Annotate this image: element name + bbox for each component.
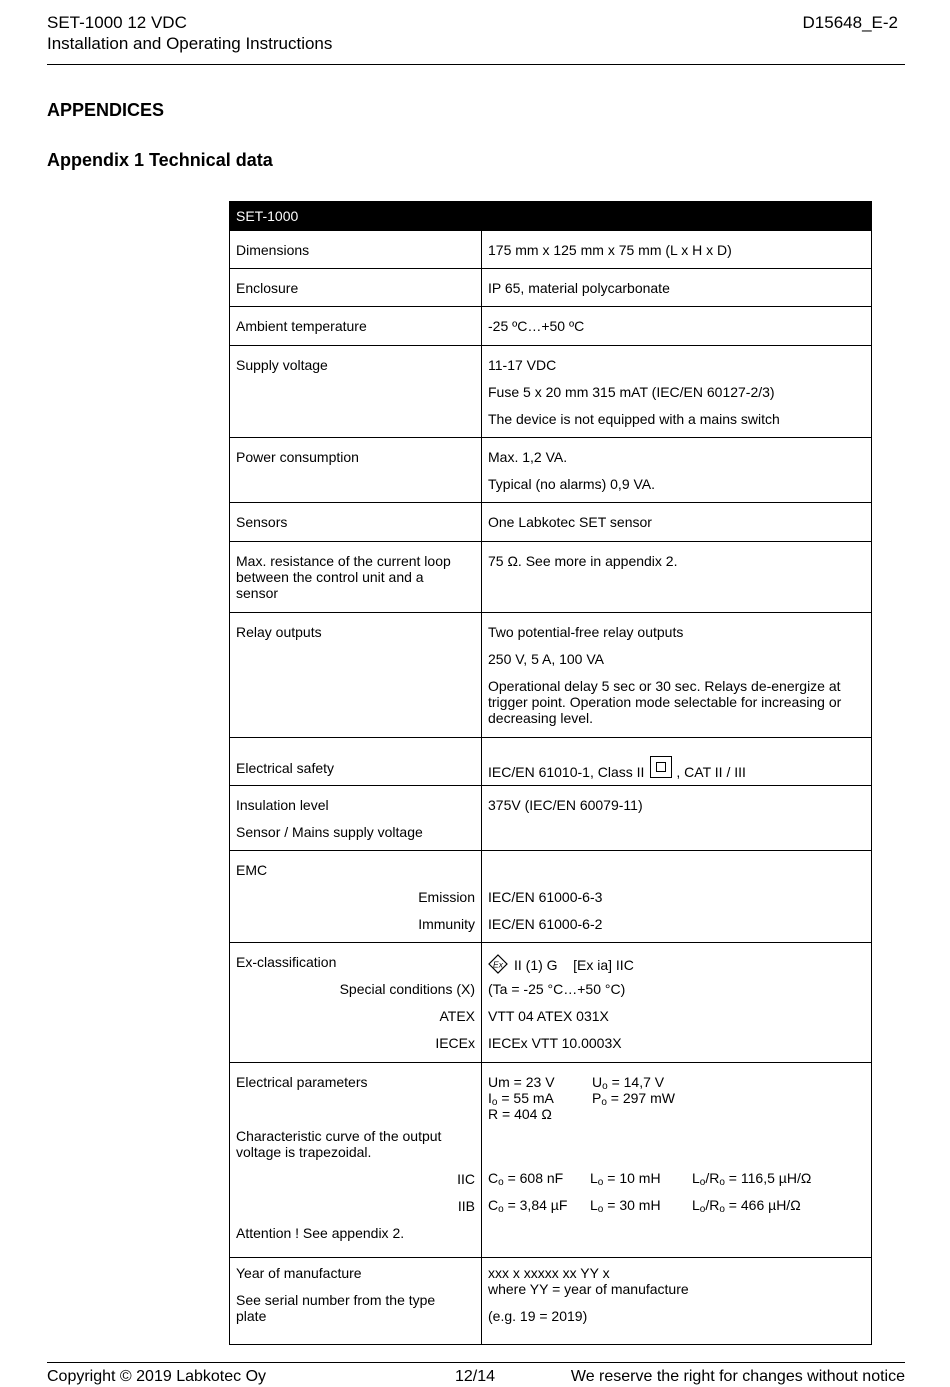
table-row [230, 943, 872, 1063]
appendix-title: Appendix 1 Technical data [47, 150, 273, 170]
row-value: Two potential-free relay outputs [488, 624, 684, 640]
row-label: sensor [236, 585, 279, 601]
row-label: EMC [236, 862, 268, 878]
table-row [230, 269, 872, 307]
subscript: o [602, 1081, 608, 1092]
row-sublabel: Immunity [418, 916, 475, 932]
row-label: Characteristic curve of the output [236, 1128, 442, 1144]
row-label: Max. resistance of the current loop [236, 553, 451, 569]
row-value: Fuse 5 x 20 mm 315 mAT (IEC/EN 60127-2/3) [488, 384, 775, 400]
page-number: 12/14 [455, 1368, 496, 1385]
row-sublabel: ATEX [439, 1008, 475, 1024]
header-divider [47, 64, 905, 65]
row-label: Dimensions [236, 242, 310, 258]
row-value: L [692, 1197, 700, 1213]
row-label: Year of manufacture [236, 1265, 362, 1281]
row-value: One Labkotec SET sensor [488, 514, 652, 530]
row-value: decreasing level. [488, 710, 594, 726]
document-header-left [47, 12, 332, 54]
row-value: (Ta = -25 °C…+50 °C) [488, 981, 626, 997]
row-value: Typical (no alarms) 0,9 VA. [488, 476, 656, 492]
table-row [230, 738, 872, 786]
row-value: L [590, 1197, 598, 1213]
subscript: o [597, 1177, 604, 1188]
row-label: Supply voltage [236, 357, 328, 373]
table-row [230, 438, 872, 503]
row-value: IP 65, material polycarbonate [488, 280, 670, 296]
technical-data-table [229, 201, 872, 1345]
row-value: Um = 23 V [488, 1074, 555, 1090]
row-label: voltage is trapezoidal. [236, 1144, 372, 1160]
row-label: Enclosure [236, 280, 299, 296]
row-value: trigger point. Operation mode selectable for increasing or [488, 694, 842, 710]
row-value: The device is not equipped with a mains switch [488, 411, 780, 427]
row-value: VTT 04 ATEX 031X [488, 1008, 609, 1024]
section-title: APPENDICES [47, 100, 165, 120]
row-label: between the control unit and a [236, 569, 424, 585]
subscript: o [498, 1204, 504, 1215]
row-label: Sensor / Mains supply voltage [236, 824, 423, 840]
row-value: = 3,84 µF [503, 1197, 568, 1213]
copyright: Copyright © 2019 Labkotec Oy [47, 1368, 267, 1385]
row-value: 11-17 VDC [488, 357, 557, 373]
row-value: IEC/EN 61010-1, Class II [488, 764, 645, 780]
row-sublabel: IIC [457, 1171, 475, 1187]
table-row [230, 786, 872, 851]
subscript: o [601, 1097, 607, 1108]
row-value: = 14,7 V [607, 1074, 665, 1090]
row-value: = 10 mH [603, 1170, 661, 1186]
row-label: Relay outputs [236, 624, 322, 640]
row-sublabel: Emission [418, 889, 475, 905]
table-title: SET-1000 [230, 202, 872, 231]
row-value: C [488, 1197, 499, 1213]
ex-explosion-protection-icon [488, 954, 508, 974]
row-label: Electrical parameters [236, 1074, 368, 1090]
subscript: o [719, 1204, 725, 1215]
row-value: R = 404 Ω [488, 1106, 552, 1122]
row-label: Ambient temperature [236, 318, 367, 334]
row-label: Insulation level [236, 797, 329, 813]
row-value: Operational delay 5 sec or 30 sec. Relays de-energize at [488, 678, 841, 694]
row-value: 175 mm x 125 mm x 75 mm (L x H x D) [488, 242, 732, 258]
table-row [230, 307, 872, 346]
table-row [230, 1258, 872, 1345]
row-value: 375V (IEC/EN 60079-11) [488, 797, 643, 813]
footer-divider [47, 1362, 905, 1363]
row-value: 75 Ω. See more in appendix 2. [488, 553, 678, 569]
row-label: Attention ! See appendix 2. [236, 1225, 405, 1241]
row-label: See serial number from the type [236, 1292, 436, 1308]
subscript: o [699, 1177, 706, 1188]
row-value: L [692, 1170, 700, 1186]
table-row [230, 851, 872, 943]
row-value: = 55 mA [497, 1090, 554, 1106]
footer-notice: We reserve the right for changes without notice [570, 1368, 905, 1385]
subscript: o [699, 1204, 706, 1215]
table-row [230, 613, 872, 738]
row-label: Power consumption [236, 449, 359, 465]
row-value: L [590, 1170, 598, 1186]
row-label: Sensors [236, 514, 288, 530]
table-row [230, 503, 872, 542]
row-value: = 466 µH/Ω [724, 1197, 801, 1213]
row-value: 250 V, 5 A, 100 VA [488, 651, 604, 667]
table-row [230, 542, 872, 613]
row-value: = 30 mH [603, 1197, 661, 1213]
row-value: U [592, 1074, 603, 1090]
subscript: o [498, 1177, 504, 1188]
svg-text:Ex: Ex [493, 959, 503, 970]
row-value: C [488, 1170, 499, 1186]
subscript: o [719, 1177, 725, 1188]
row-label: Electrical safety [236, 760, 335, 776]
row-value: Max. 1,2 VA. [488, 449, 568, 465]
row-value: IEC/EN 61000-6-3 [488, 889, 603, 905]
row-value: -25 ºC…+50 ºC [488, 318, 585, 334]
manual-title: Installation and Operating Instructions [47, 34, 333, 53]
row-value: /R [705, 1197, 720, 1213]
row-value: IEC/EN 61000-6-2 [488, 916, 603, 932]
table-row [230, 231, 872, 269]
row-sublabel: Special conditions (X) [339, 981, 475, 997]
row-value: = 608 nF [503, 1170, 564, 1186]
subscript: o [597, 1204, 604, 1215]
table-row [230, 1063, 872, 1258]
row-value: where YY = year of manufacture [488, 1281, 689, 1297]
row-value: I [488, 1090, 492, 1106]
row-label: plate [236, 1308, 267, 1324]
row-label: Ex-classification [236, 954, 337, 970]
product-name: SET-1000 12 VDC [47, 13, 187, 32]
row-sublabel: IIB [457, 1198, 475, 1214]
row-value: II (1) G [Ex ia] IIC [514, 957, 634, 973]
document-id: D15648_E-2 [802, 13, 898, 32]
row-value: = 116,5 µH/Ω [724, 1170, 812, 1186]
row-sublabel: IECEx [435, 1035, 475, 1051]
subscript: o [491, 1097, 498, 1108]
row-value: (e.g. 19 = 2019) [488, 1308, 588, 1324]
class-ii-double-insulation-icon [650, 756, 672, 778]
row-value: P [592, 1090, 602, 1106]
row-value: /R [705, 1170, 720, 1186]
table-row [230, 346, 872, 438]
row-value: , CAT II / III [676, 764, 746, 780]
row-value: xxx x xxxxx xx YY x [488, 1265, 610, 1281]
row-value: IECEx VTT 10.0003X [488, 1035, 622, 1051]
row-value: = 297 mW [606, 1090, 675, 1106]
